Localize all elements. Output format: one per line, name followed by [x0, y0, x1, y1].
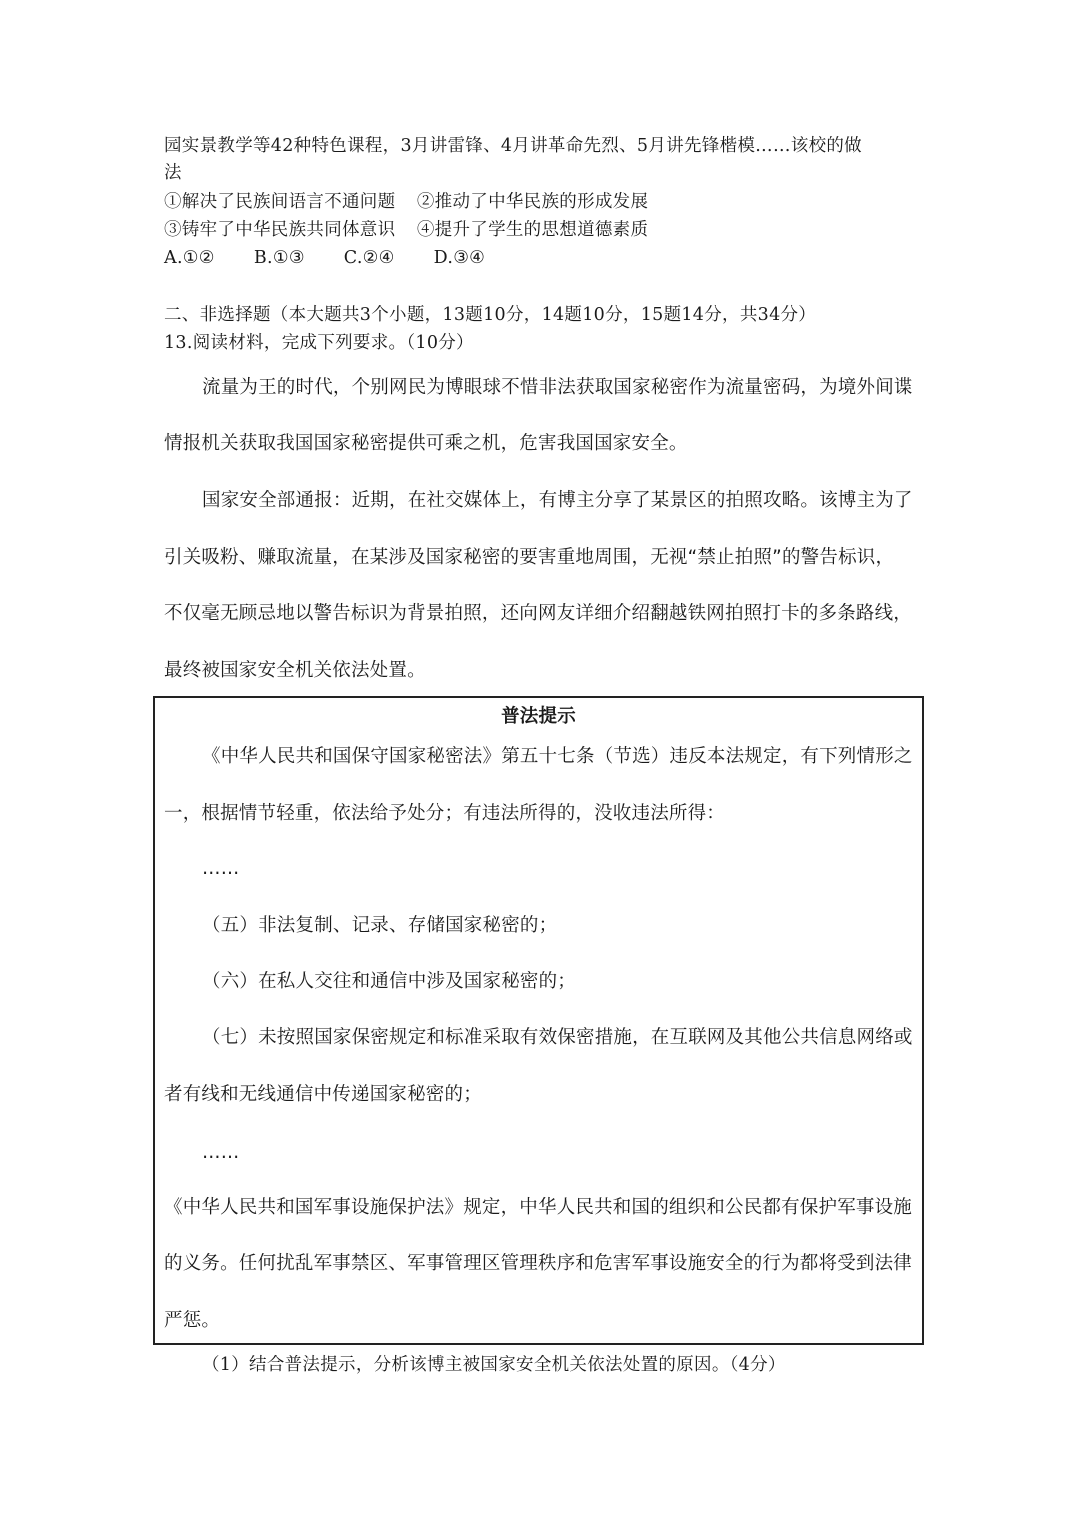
q12-options-row2: [164, 217, 648, 243]
law-box-title: 普法提示: [501, 706, 576, 727]
law-box-military-line3: 严惩。: [164, 1310, 221, 1331]
law-box-ellipsis1: ……: [202, 858, 240, 879]
law-box-military-line2: 的义务。任何扰乱军事禁区、军事管理区管理秩序和危害军事设施安全的行为都将受到法律: [164, 1253, 913, 1274]
q12-stem-line2: 法: [164, 163, 182, 183]
q12-options-row1: [164, 189, 648, 215]
material-para2-line3: 不仅毫无顾忌地以警告标识为背景拍照，还向网友详细介绍翻越铁网拍照打卡的多条路线，: [164, 603, 913, 624]
section2-heading: 二、非选择题（本大题共3个小题，13题10分，14题10分，15题14分，共34分）: [164, 305, 817, 325]
material-para1-line2: 情报机关获取我国国家秘密提供可乘之机，危害我国国家安全。: [164, 433, 688, 454]
law-box-item6: （六）在私人交往和通信中涉及国家秘密的；: [202, 971, 577, 992]
q12-choice-c: C.②④: [343, 248, 395, 268]
q13-intro: 13.阅读材料，完成下列要求。（10分）: [164, 333, 474, 353]
q12-choice-d: D.③④: [433, 248, 486, 268]
q12-option-4: ④提升了学生的思想道德素质: [416, 220, 649, 240]
q12-choice-a: A.①②: [164, 248, 215, 268]
law-box-ellipsis2: ……: [202, 1142, 240, 1163]
q12-option-2: ②推动了中华民族的形成发展: [416, 192, 649, 212]
q12-stem-line1: 园实景教学等42种特色课程，3月讲雷锋、4月讲革命先烈、5月讲先锋楷模……该校的做: [164, 136, 862, 156]
material-para1-line1: 流量为王的时代，个别网民为博眼球不惜非法获取国家秘密作为流量密码，为境外间谍: [202, 377, 913, 398]
law-box-line1: 《中华人民共和国保守国家秘密法》第五十七条（节选）违反本法规定，有下列情形之: [202, 746, 913, 767]
subquestion-1: （1）结合普法提示，分析该博主被国家安全机关依法处置的原因。（4分）: [202, 1355, 786, 1375]
law-hint-box: [153, 696, 924, 1345]
q12-option-3: ③铸牢了中华民族共同体意识: [164, 220, 396, 240]
law-box-line2: 一，根据情节轻重，依法给予处分；有违法所得的，没收违法所得：: [164, 803, 726, 824]
material-para2-line2: 引关吸粉、赚取流量，在某涉及国家秘密的要害重地周围，无视“禁止拍照”的警告标识，: [164, 547, 895, 568]
law-box-item7-line2: 者有线和无线通信中传递国家秘密的；: [164, 1084, 482, 1105]
q12-choice-b: B.①③: [253, 248, 305, 268]
q12-choices: [164, 245, 485, 271]
material-para2-line1: 国家安全部通报：近期，在社交媒体上，有博主分享了某景区的拍照攻略。该博主为了: [202, 490, 913, 511]
material-para2-line4: 最终被国家安全机关依法处置。: [164, 660, 426, 681]
law-box-item5: （五）非法复制、记录、存储国家秘密的；: [202, 915, 558, 936]
law-box-item7-line1: （七）未按照国家保密规定和标准采取有效保密措施，在互联网及其他公共信息网络或: [202, 1027, 913, 1048]
law-box-military-line1: 《中华人民共和国军事设施保护法》规定，中华人民共和国的组织和公民都有保护军事设施: [164, 1197, 913, 1218]
q12-option-1: ①解决了民族间语言不通问题: [164, 192, 396, 212]
